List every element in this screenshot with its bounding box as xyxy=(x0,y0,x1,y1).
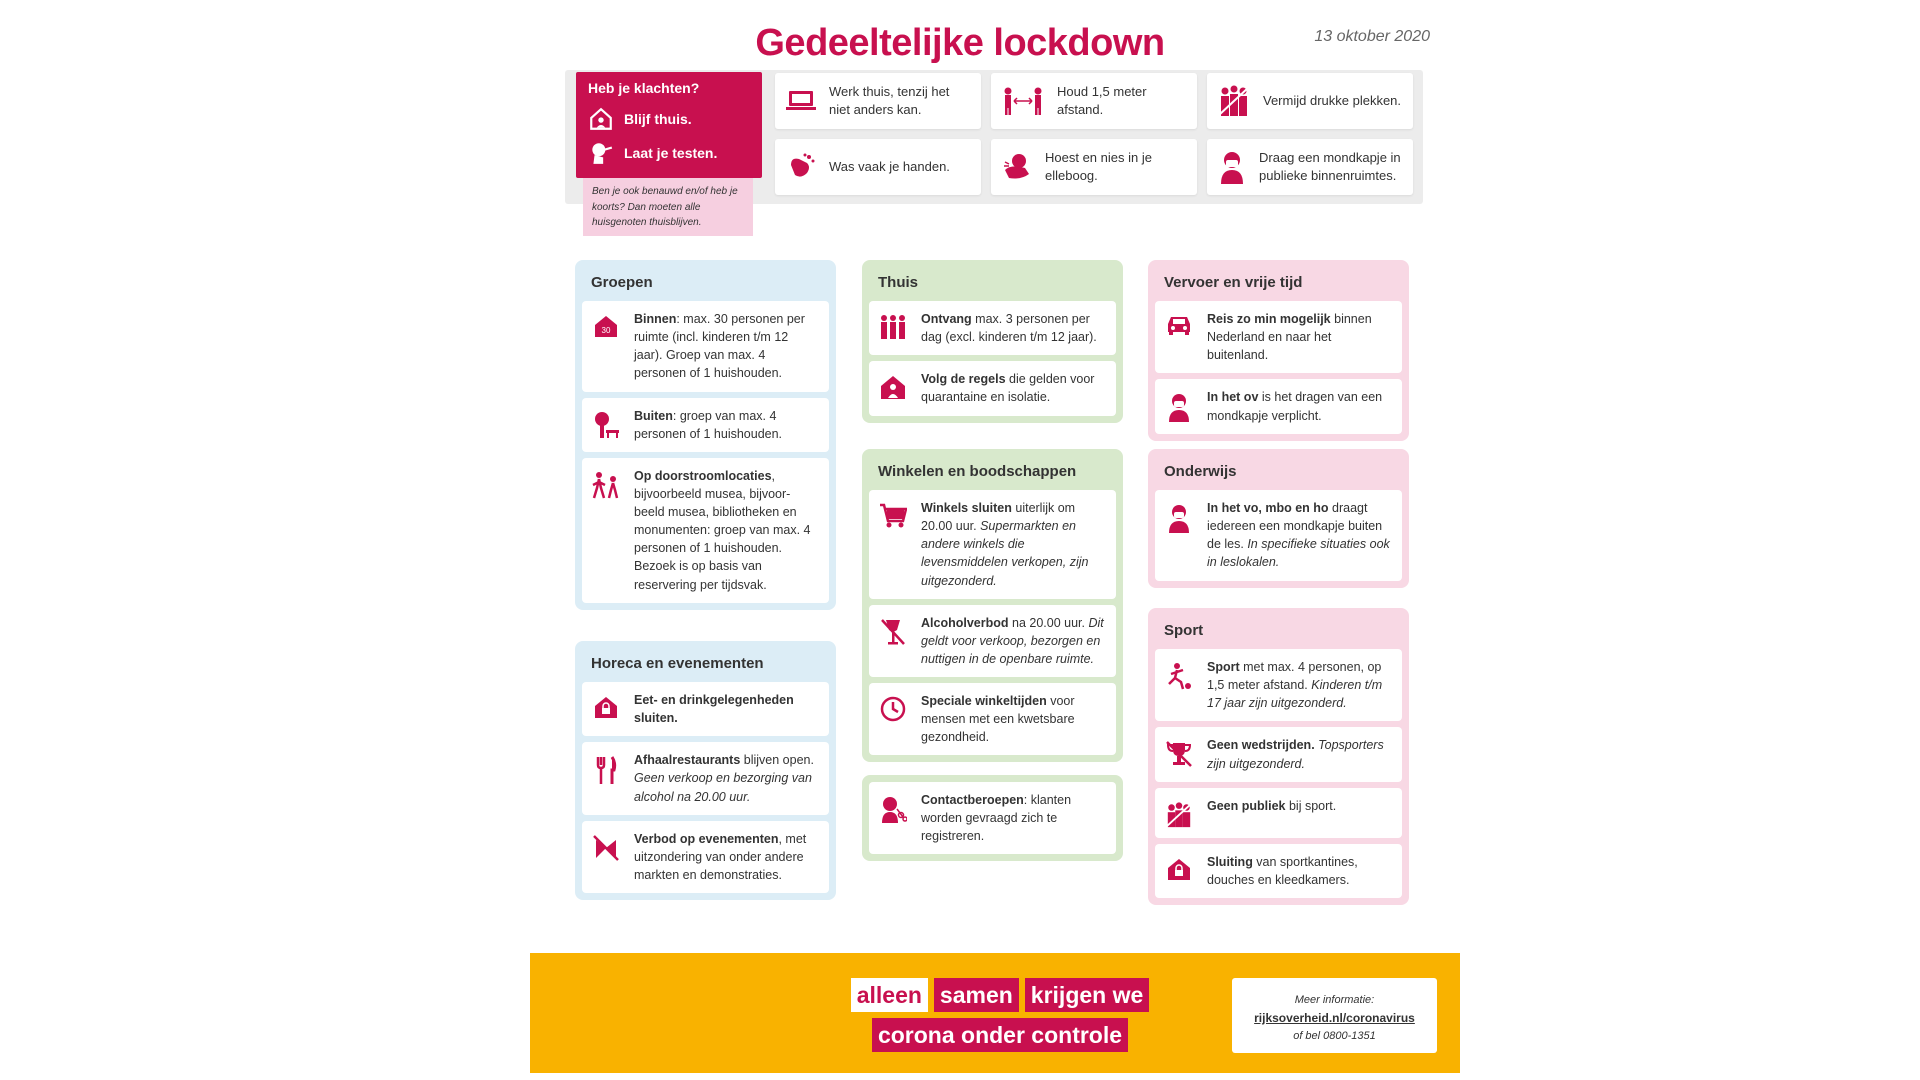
complaints-box xyxy=(576,72,762,178)
section-title: Winkelen en boodschappen xyxy=(878,463,1077,480)
rule-text: Houd 1,5 meter afstand. xyxy=(1057,83,1147,117)
section-title: Thuis xyxy=(878,274,918,291)
rule-text: Was vaak je handen. xyxy=(829,158,950,174)
section-title: Groepen xyxy=(591,274,653,291)
list-item: Verbod op evenementen, met uitzondering van onder andere markten en demonstraties. xyxy=(582,821,829,893)
house-30-icon xyxy=(593,314,619,338)
laptop-icon xyxy=(785,87,817,115)
rule-text: Hoest en nies in je elleboog. xyxy=(1045,149,1152,183)
section-winkelen xyxy=(862,449,1123,762)
list-item: Ontvang max. 3 personen per dag (excl. kinderen t/m 12 jaar). xyxy=(869,301,1116,355)
list-item: Sport met max. 4 personen, op 1,5 meter afstand. Kinderen t/m 17 jaar zijn uitgezonderd. xyxy=(1155,649,1402,721)
list-item: Buiten: groep van max. 4 personen of 1 huishouden. xyxy=(582,398,829,452)
info-phone: of bel 0800-1351 xyxy=(1293,1029,1376,1042)
crowd-icon xyxy=(1217,85,1251,117)
walking-people-icon xyxy=(592,471,620,499)
cough-icon xyxy=(1001,152,1033,182)
rule-text: Draag een mondkapje in publieke binnenruimtes. xyxy=(1259,149,1401,183)
rule-card xyxy=(1207,139,1413,195)
people-icon xyxy=(879,314,907,340)
tree-bench-icon xyxy=(592,411,620,439)
mask-icon xyxy=(1217,150,1247,184)
mask-person-icon xyxy=(1166,392,1192,422)
test-swab-icon xyxy=(588,140,614,166)
list-item: Eet- en drinkgelegenheden sluiten. xyxy=(582,682,829,736)
section-title: Onderwijs xyxy=(1164,463,1237,480)
section-thuis xyxy=(862,260,1123,423)
stay-home-label: Blijf thuis. xyxy=(624,111,692,127)
rule-card xyxy=(991,73,1197,129)
info-link[interactable]: rijksoverheid.nl/coronavirus xyxy=(1254,1011,1415,1026)
slogan-word: alleen xyxy=(851,978,928,1012)
hairdresser-icon xyxy=(879,795,907,823)
section-title: Sport xyxy=(1164,622,1204,639)
get-tested-label: Laat je testen. xyxy=(624,145,718,161)
list-item: Afhaalrestaurants blijven open. Geen verkoop en bezorging van alcohol na 20.00 uur. xyxy=(582,742,829,814)
distance-icon xyxy=(1001,86,1045,116)
handwash-icon xyxy=(785,151,817,183)
clock-icon xyxy=(880,696,906,722)
slogan-word: krijgen we xyxy=(1025,978,1149,1012)
info-box xyxy=(1232,978,1437,1053)
rule-text: Werk thuis, tenzij het niet anders kan. xyxy=(829,83,950,117)
rule-card xyxy=(775,139,981,195)
list-item: Reis zo min mogelijk binnen Nederland en naar het buitenland. xyxy=(1155,301,1402,373)
cutlery-icon xyxy=(594,755,618,785)
section-contactberoepen xyxy=(862,775,1123,861)
section-onderwijs xyxy=(1148,449,1409,588)
rule-text: Vermijd drukke plekken. xyxy=(1263,92,1402,108)
mask-student-icon xyxy=(1166,503,1192,533)
house-icon xyxy=(588,106,614,132)
section-title: Horeca en evenementen xyxy=(591,655,764,672)
slogan xyxy=(850,978,1150,1058)
house-lock-icon xyxy=(593,695,619,719)
list-item: Geen wedstrijden. Topsporters zijn uitgezonderd. xyxy=(1155,727,1402,781)
page-title: Gedeeltelijke lockdown xyxy=(755,22,1165,64)
section-title: Vervoer en vrije tijd xyxy=(1164,274,1303,291)
list-item: In het ov is het dragen van een mondkapje verplicht. xyxy=(1155,379,1402,433)
list-item: Sluiting van sportkantines, douches en kleedkamers. xyxy=(1155,844,1402,898)
list-item: Op doorstroomlocaties, bijvoorbeeld musea, bijvoor-beeld musea, bibliotheken en monumenten: groep van max. 4 personen of 1 huishouden. Bezoek is op basis van reservering per tijdsvak. xyxy=(582,458,829,603)
complaints-title: Heb je klachten? xyxy=(588,80,700,96)
list-item: Geen publiek bij sport. xyxy=(1155,788,1402,838)
section-horeca xyxy=(575,641,836,900)
rule-card xyxy=(1207,73,1413,129)
complaints-note: Ben je ook benauwd en/of heb je koorts? Dan moeten alle huisgenoten thuisblijven. xyxy=(583,178,753,236)
list-item: In het vo, mbo en ho draagt iedereen een mondkapje buiten de les. In specifieke situaties ook in leslokalen. xyxy=(1155,490,1402,581)
section-groepen xyxy=(575,260,836,610)
svg-text:30: 30 xyxy=(601,326,611,335)
date-label: 13 oktober 2020 xyxy=(1314,28,1430,45)
rule-card xyxy=(991,139,1197,195)
house-person-icon xyxy=(879,374,907,400)
slogan-word: samen xyxy=(934,978,1019,1012)
section-sport xyxy=(1148,608,1409,905)
list-item: Speciale winkeltijden voor mensen met een kwetsbare gezondheid. xyxy=(869,683,1116,755)
cart-icon xyxy=(879,503,907,529)
car-icon xyxy=(1165,314,1193,336)
football-player-icon xyxy=(1165,662,1193,690)
audience-icon xyxy=(1165,801,1193,829)
no-trophy-icon xyxy=(1165,740,1193,768)
house-lock-icon xyxy=(1166,857,1192,881)
no-alcohol-icon xyxy=(880,618,906,646)
list-item: Volg de regels die gelden voor quarantaine en isolatie. xyxy=(869,361,1116,415)
list-item: Winkels sluiten uiterlijk om 20.00 uur. Supermarkten en andere winkels die levensmiddelen verkopen, zijn uitgezonderd. xyxy=(869,490,1116,599)
rule-card xyxy=(775,73,981,129)
list-item: 30 Binnen: max. 30 personen per ruimte (incl. kinderen t/m 12 jaar). Groep van max. 4 personen of 1 huishouden. xyxy=(582,301,829,392)
no-events-icon xyxy=(592,834,620,862)
info-label: Meer informatie: xyxy=(1294,994,1375,1006)
list-item: Contactberoepen: klanten worden gevraagd zich te registreren. xyxy=(869,782,1116,854)
slogan-word: corona onder controle xyxy=(872,1018,1128,1052)
list-item: Alcoholverbod na 20.00 uur. Dit geldt voor verkoop, bezorgen en nuttigen in de openbare ruimte. xyxy=(869,605,1116,677)
section-vervoer xyxy=(1148,260,1409,441)
